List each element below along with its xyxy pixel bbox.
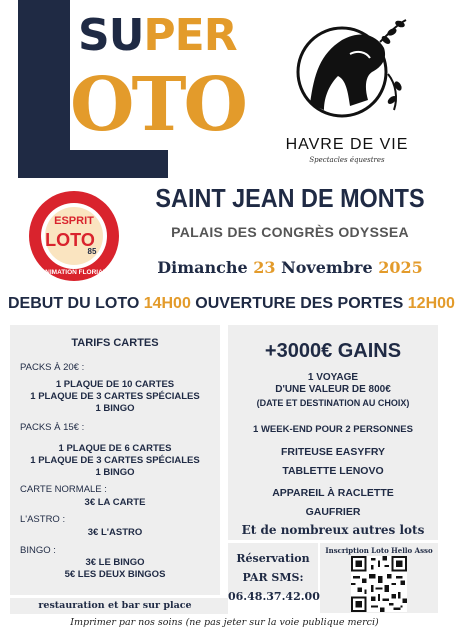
gains-title: +3000€ GAINS: [264, 340, 402, 362]
event-date: [140, 258, 440, 277]
astro-label: L'ASTRO :: [20, 514, 66, 525]
pack15-line: 1 PLAQUE DE 6 CARTES: [58, 443, 172, 454]
pack20-label: PACKS À 20€ :: [20, 362, 85, 373]
event-venue: PALAIS DES CONGRÈS ODYSSEA: [171, 224, 409, 240]
bingo-line: 5€ LES DEUX BINGOS: [64, 569, 166, 580]
doors-label: OUVERTURE DES PORTES: [190, 295, 408, 312]
tarifs-title: TARIFS CARTES: [71, 337, 159, 349]
partner-subtitle: Spectacles équestres: [309, 156, 385, 164]
start-time: 14H00: [143, 295, 191, 312]
pack20-line: 1 PLAQUE DE 10 CARTES: [55, 379, 175, 390]
event-city: SAINT JEAN DE MONTS: [155, 183, 425, 213]
lot-item: APPAREIL À RACLETTE: [272, 487, 394, 499]
partner-name: HAVRE DE VIE: [285, 136, 409, 153]
normale-price: 3€ LA CARTE: [84, 497, 146, 508]
lot-item: GAUFRIER: [305, 506, 361, 518]
qr-label: Inscription Loto Hello Asso: [325, 546, 433, 555]
logo-letter-l-foot: [18, 150, 168, 178]
weekend-prize: 1 WEEK-END POUR 2 PERSONNES: [253, 424, 413, 435]
qr-code-icon[interactable]: [351, 556, 407, 612]
normale-label: CARTE NORMALE :: [20, 484, 107, 495]
bingo-line: 3€ LE BINGO: [85, 557, 145, 568]
date-month: Novembre: [275, 258, 379, 277]
logo-loto-text: OTO: [70, 62, 245, 148]
logo-super-part1: SU: [78, 10, 144, 61]
bingo-label: BINGO :: [20, 545, 56, 556]
date-year: 2025: [378, 258, 423, 277]
pack15-line: 1 BINGO: [95, 467, 135, 478]
start-label: DEBUT DU LOTO: [8, 295, 144, 312]
voyage-line: D'UNE VALEUR DE 800€: [275, 384, 391, 395]
date-prefix: Dimanche: [157, 258, 254, 277]
esprit-loto-badge-icon: [28, 190, 120, 282]
reservation-sms: PAR SMS:: [242, 571, 304, 584]
badge-number: 85: [87, 247, 97, 256]
logo-super-part2: PER: [143, 10, 237, 61]
badge-line1: ESPRIT: [54, 215, 94, 227]
pack20-line: 1 BINGO: [95, 403, 135, 414]
doors-time: 12H00: [407, 295, 455, 312]
restauration-note: restauration et bar sur place: [38, 600, 192, 611]
date-day: 23: [253, 258, 276, 277]
voyage-line: 1 VOYAGE: [307, 372, 359, 383]
reservation-title: Réservation: [236, 552, 310, 565]
pack15-label: PACKS À 15€ :: [20, 422, 85, 433]
horse-head-logo-icon: [280, 14, 420, 124]
more-lots: Et de nombreux autres lots: [241, 523, 425, 537]
badge-line2: LOTO: [45, 230, 95, 250]
astro-price: 3€ L'ASTRO: [87, 527, 143, 538]
lot-item: FRITEUSE EASYFRY: [280, 446, 386, 458]
reservation-phone: 06.48.37.42.00: [228, 590, 320, 603]
pack20-line: 1 PLAQUE DE 3 CARTES SPÉCIALES: [30, 391, 200, 402]
logo-loto: [70, 62, 245, 148]
badge-ring-text: ANIMATION FLORIAN: [40, 269, 108, 276]
print-note: Imprimer par nos soins (ne pas jeter sur la voie publique merci): [70, 617, 379, 628]
pack15-line: 1 PLAQUE DE 3 CARTES SPÉCIALES: [30, 455, 200, 466]
reservation-panel: [228, 543, 318, 595]
voyage-line: (DATE ET DESTINATION AU CHOIX): [256, 398, 410, 408]
logo-super: [78, 10, 237, 61]
event-schedule: [8, 295, 455, 313]
lot-item: TABLETTE LENOVO: [282, 465, 384, 477]
